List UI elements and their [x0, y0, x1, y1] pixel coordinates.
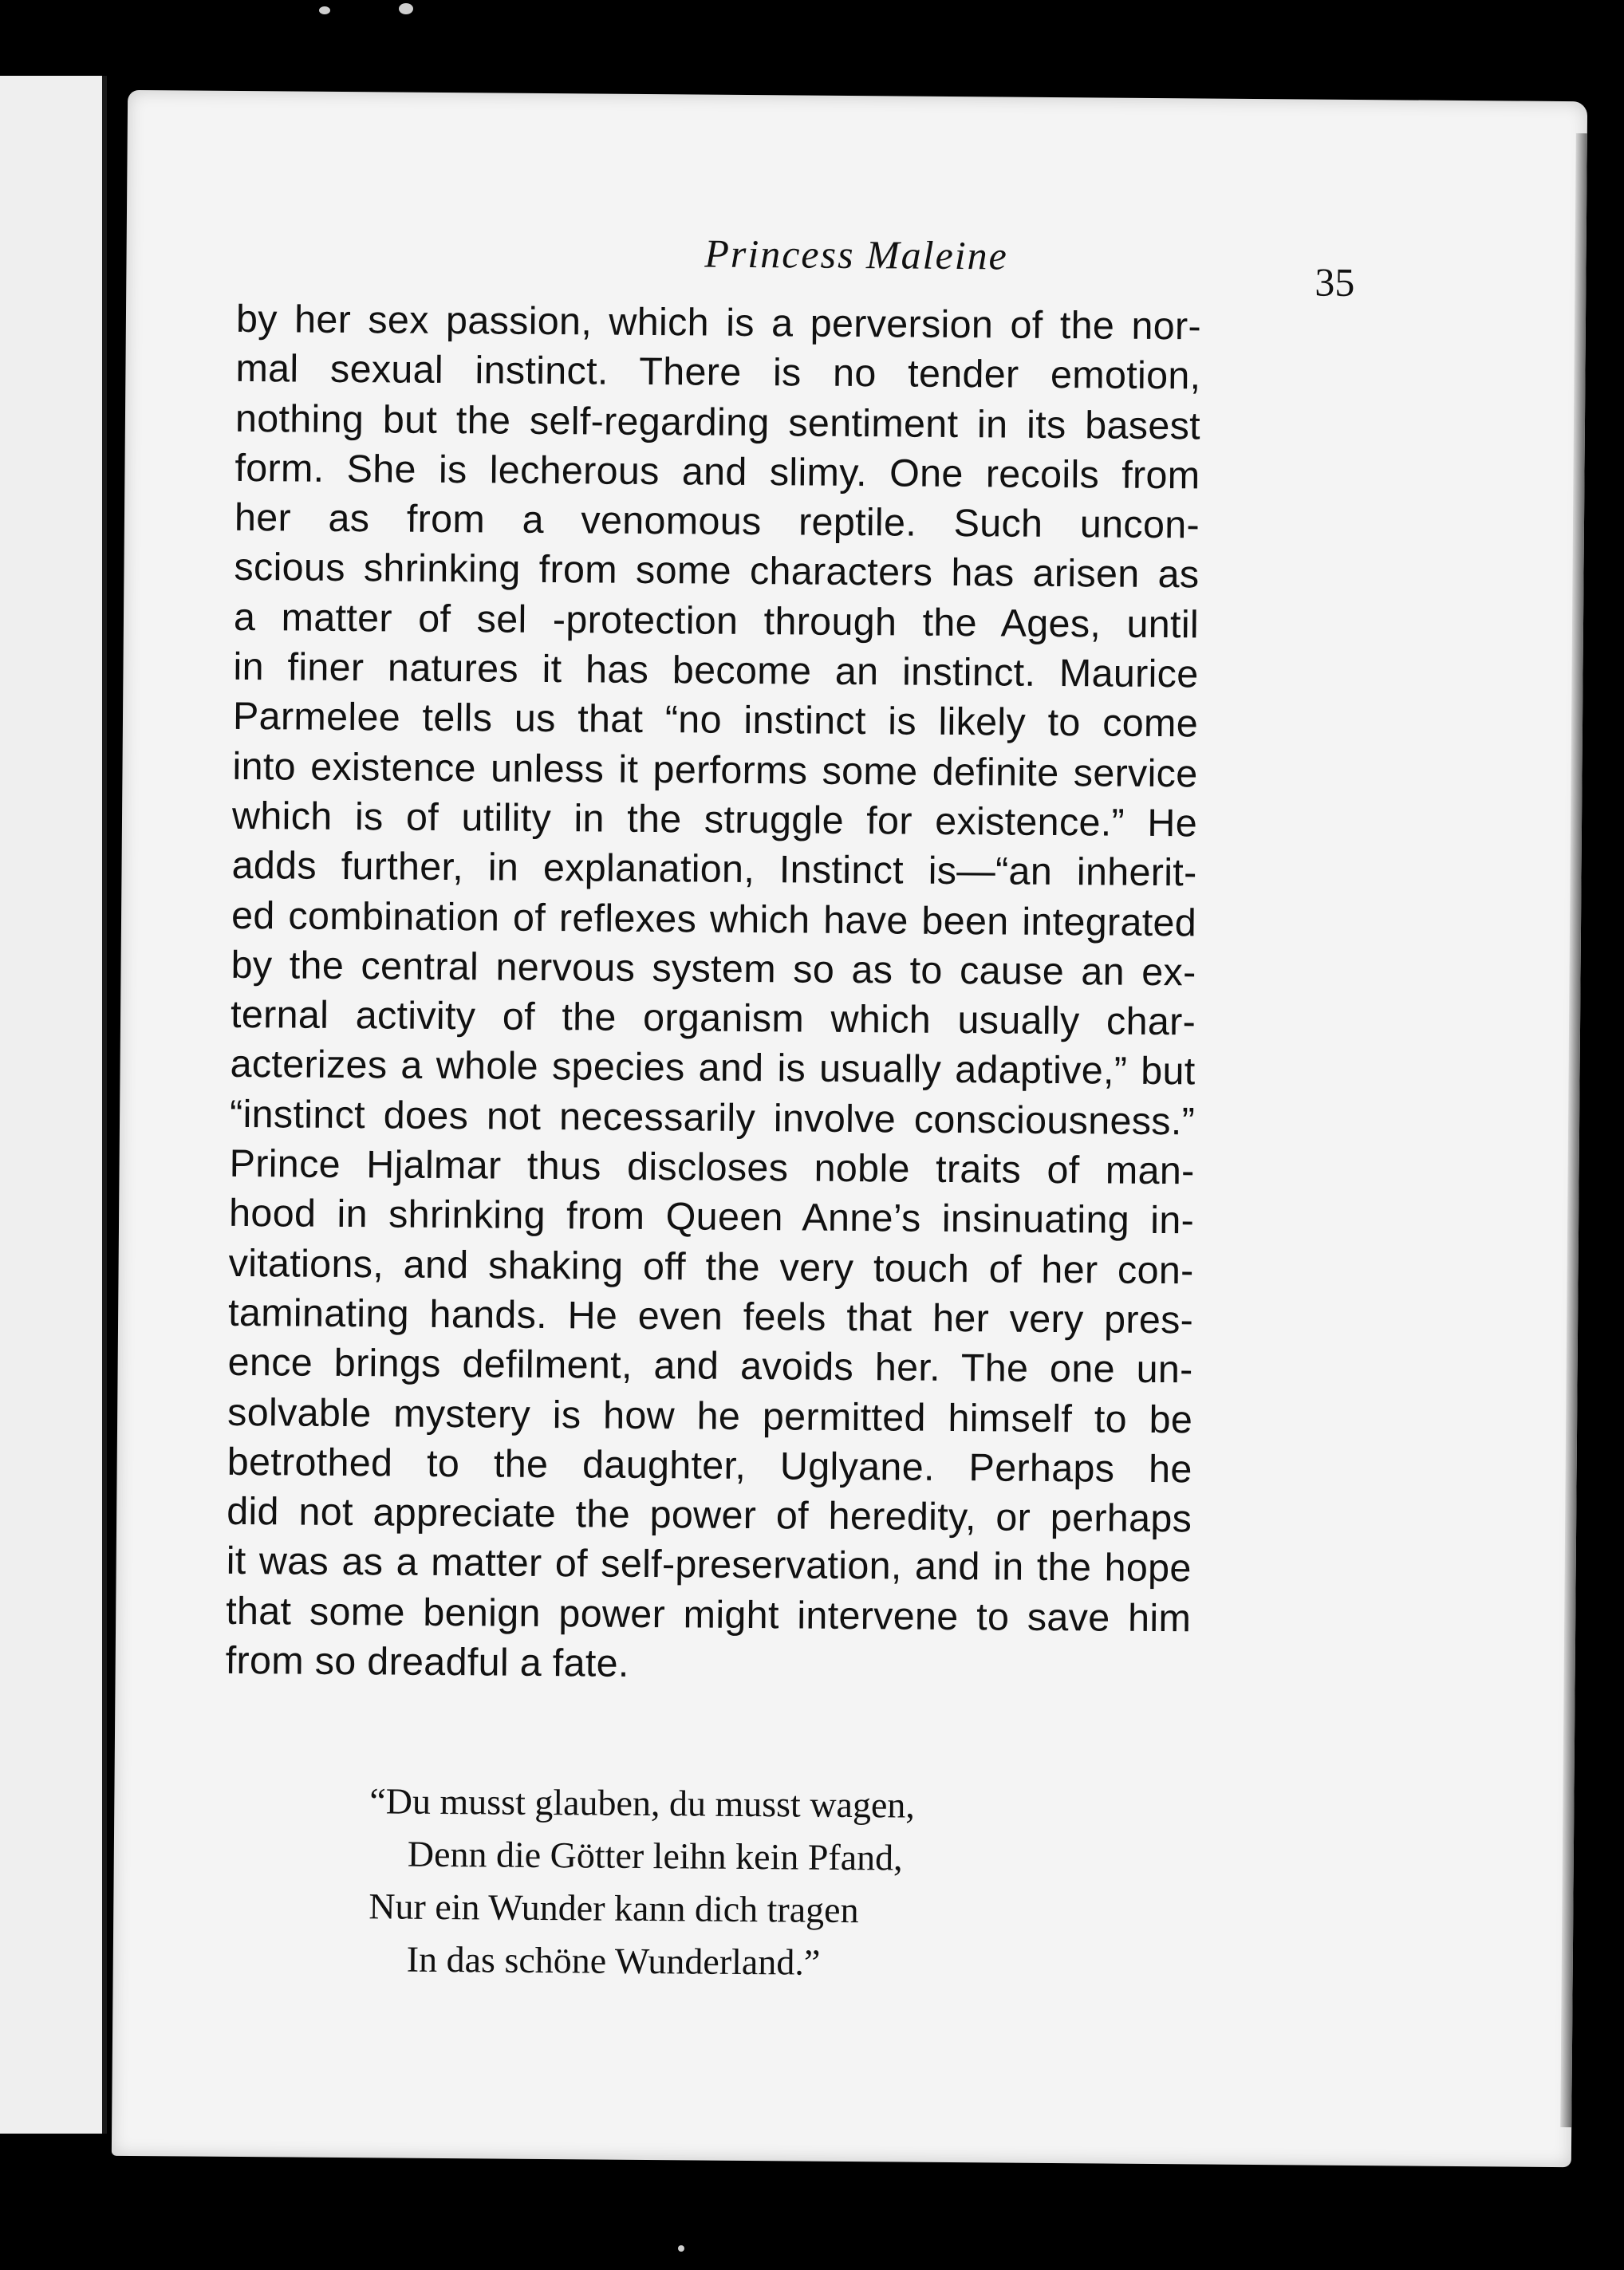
text-line: from so dreadful a fate.	[225, 1638, 629, 1685]
text-line: ed combination of reflexes which have been integrated	[231, 893, 1197, 944]
verse-quotation	[369, 1775, 916, 1989]
page-edge-shadow	[1560, 133, 1587, 2127]
text-line: adds further, in explanation, Instinct is—“an inherit-	[231, 844, 1197, 895]
text-line: ence brings defilment, and avoids her. The one un-	[227, 1341, 1193, 1392]
body-paragraph	[225, 294, 1201, 1693]
text-line: betrothed to the daughter, Uglyane. Perhaps he	[227, 1440, 1192, 1492]
text-line: by the central nervous system so as to cause an ex-	[231, 943, 1196, 995]
book-page	[112, 90, 1587, 2167]
scan-speck	[678, 2245, 684, 2252]
text-line: which is of utility in the struggle for existence.” He	[231, 794, 1198, 845]
scan-speck	[399, 3, 413, 14]
text-line: form. She is lecherous and slimy. One recoils from	[235, 446, 1200, 498]
scan-speck	[319, 6, 330, 14]
facing-page-edge	[0, 76, 107, 2134]
text-line: in finer natures it has become an instinct. Maurice	[233, 644, 1199, 696]
text-line: acterizes a whole species and is usually adaptive,” but	[230, 1042, 1196, 1094]
text-line: by her sex passion, which is a perversion of the nor-	[235, 297, 1202, 349]
text-line: taminating hands. He even feels that her very pres-	[227, 1291, 1194, 1342]
text-line: Parmelee tells us that “no instinct is likely to come	[232, 695, 1199, 746]
text-line: her as from a venomous reptile. Such uncon-	[234, 496, 1200, 547]
page-number: 35	[1315, 259, 1355, 305]
text-line: a matter of sel -protection through the Ages, until	[233, 595, 1200, 647]
text-line: Prince Hjalmar thus discloses noble traits of man-	[229, 1141, 1195, 1193]
text-line: solvable mystery is how he permitted himself to be	[227, 1390, 1193, 1441]
text-line: vitations, and shaking off the very touch of her con-	[228, 1241, 1194, 1293]
running-head: Princess Maleine	[704, 231, 1009, 278]
text-line: ternal activity of the organism which usually char-	[230, 993, 1196, 1044]
verse-line: “Du musst glauben, du musst wagen,	[369, 1780, 916, 1826]
verse-line: Denn die Götter leihn kein Pfand,	[407, 1833, 903, 1878]
verse-line: In das schöne Wunderland.”	[406, 1938, 821, 1983]
text-line: into existence unless it performs some definite service	[232, 744, 1198, 796]
text-line: hood in shrinking from Queen Anne’s insinuating in-	[228, 1192, 1195, 1243]
text-line: did not appreciate the power of heredity, or perhaps	[226, 1490, 1192, 1541]
verse-line: Nur ein Wunder kann dich tragen	[369, 1886, 859, 1931]
text-line: nothing but the self-regarding sentiment in its basest	[235, 396, 1201, 448]
text-line: scious shrinking from some characters has arisen as	[234, 546, 1200, 597]
text-line: “instinct does not necessarily involve consciousness.”	[229, 1092, 1196, 1144]
text-line: that some benign power might intervene to save him	[226, 1589, 1192, 1641]
text-line: mal sexual instinct. There is no tender emotion,	[235, 347, 1201, 398]
text-line: it was as a matter of self-preservation, and in the hope	[226, 1539, 1192, 1590]
